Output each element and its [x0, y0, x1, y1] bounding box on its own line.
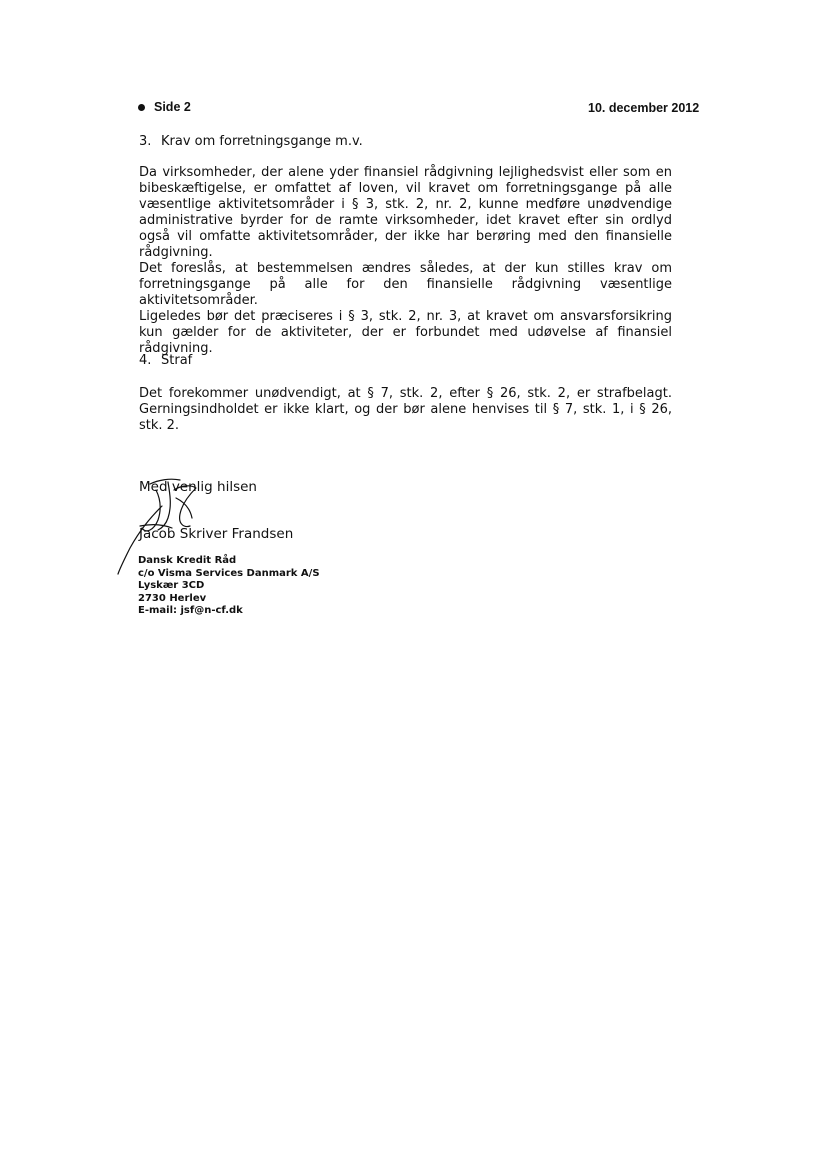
address-street: Lyskær 3CD: [138, 580, 205, 591]
bullet-icon: [138, 104, 145, 111]
paragraph: Det forekommer unødvendigt, at § 7, stk. 2, efter § 26, stk. 2, er strafbelagt. Gerningsindholdet er ikke klart, og der bør alene henvises til § 7, stk. 1, i § 26, stk. 2.: [139, 386, 672, 433]
section-heading: [139, 353, 192, 369]
section-title: Straf: [161, 353, 193, 368]
address-care-of: c/o Visma Services Danmark A/S: [138, 567, 320, 579]
section-title: Krav om forretningsgange m.v.: [161, 134, 363, 149]
address-city: 2730 Herlev: [138, 592, 207, 604]
page-label-text: Side 2: [154, 100, 191, 114]
sender-address: [138, 555, 320, 618]
signer-name: Jacob Skriver Frandsen: [139, 526, 294, 542]
section-number: 4.: [139, 353, 152, 368]
page-label: [138, 100, 191, 114]
section-heading: [139, 134, 363, 150]
letter-date: 10. december 2012: [588, 101, 700, 115]
paragraph: Det foreslås, at bestemmelsen ændres således, at der kun stilles krav om forretningsgange på alle for den finansielle rådgivning væsentlige aktivitetsområder.: [139, 261, 672, 308]
paragraph: Da virksomheder, der alene yder finansiel rådgivning lejlighedsvist eller som en bibeskæftigelse, er omfattet af loven, vil kravet om forretningsgange på alle væsentlige aktivitetsområder i § 3, stk. 2, nr. 2, kunne medføre unødvendige administrative byrder for de ramte virksomheder, idet kravet efter sin ordlyd også vil omfatte aktivitetsområder, der ikke har berøring med den finansielle rådgivning.: [139, 165, 672, 260]
section-number: 3.: [139, 134, 152, 149]
address-organization: Dansk Kredit Råd: [138, 555, 237, 566]
closing-greeting: Med venlig hilsen: [139, 479, 257, 495]
address-email: E-mail: jsf@n-cf.dk: [138, 605, 243, 616]
paragraph: Ligeledes bør det præciseres i § 3, stk. 2, nr. 3, at kravet om ansvarsforsikring kun gælder for de aktiviteter, der er forbundet med udøvelse af finansiel rådgivning.: [139, 309, 672, 356]
